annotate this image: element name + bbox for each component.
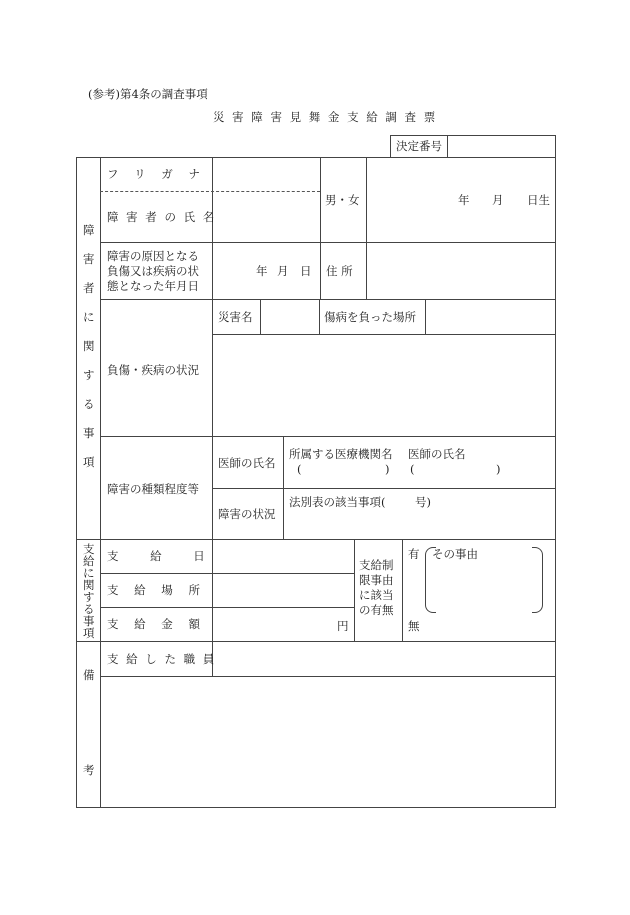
rule bbox=[76, 807, 556, 808]
birth-year-label: 年 bbox=[458, 193, 470, 207]
rule bbox=[319, 299, 320, 334]
rule bbox=[390, 135, 555, 136]
staff-input[interactable] bbox=[215, 644, 553, 674]
rule bbox=[366, 157, 367, 299]
name-input[interactable] bbox=[214, 194, 318, 240]
document-page: (参考)第4条の調査事項 災 害 障 害 見 舞 金 支 給 調 査 票 決定番号 障 害 者 に 関 す る 事 項 フ リ ガ ナ 障 害 者 の 氏 名 男・女 年 月 日生 障害の原因となる 負傷又は疾病の状 態となった年月日 年 月 日 住 所 災害名 傷病を負った場所 負傷・疾病の状況 障害の種類程度等 医師の氏名 所属する医療機関名 ( ) 医師の氏名 ( ) 障害の状況 法別表の該当事項( 号) 支 給 に 関 す る 事 項 支 給 日 支 給 場 所 支 給 金 額 円 支給制 限事由 に該当 の有無 有 その事由 無 備 考 支 給 し た 職 員 bbox=[0, 0, 630, 915]
cause-label-line3: 態となった年月日 bbox=[107, 279, 199, 293]
rule bbox=[76, 157, 556, 158]
rule bbox=[100, 242, 556, 243]
rule bbox=[100, 573, 354, 574]
form-title: 災 害 障 害 見 舞 金 支 給 調 査 票 bbox=[213, 110, 438, 124]
rule bbox=[260, 299, 261, 334]
furigana-label: フ リ ガ ナ bbox=[107, 167, 206, 181]
rule bbox=[100, 157, 101, 807]
rule bbox=[212, 334, 556, 335]
rule bbox=[447, 135, 448, 157]
restriction-label-line2: 限事由 bbox=[359, 573, 394, 587]
rule bbox=[402, 539, 403, 641]
remarks-input[interactable] bbox=[103, 679, 553, 804]
rule bbox=[354, 539, 355, 641]
reference-note: (参考)第4条の調査事項 bbox=[88, 87, 208, 101]
yen-label: 円 bbox=[337, 619, 349, 633]
staff-label: 支 給 し た 職 員 bbox=[107, 652, 217, 666]
disaster-name-label: 災害名 bbox=[218, 310, 253, 324]
payment-place-input[interactable] bbox=[215, 576, 352, 605]
rule bbox=[100, 299, 556, 300]
restriction-label-line4: の有無 bbox=[359, 603, 394, 617]
doctor-paren-open: ( bbox=[410, 462, 415, 476]
injury-status-input[interactable] bbox=[215, 337, 553, 433]
rule bbox=[76, 539, 556, 540]
cause-label-line1: 障害の原因となる bbox=[107, 249, 199, 263]
restriction-label-line3: に該当 bbox=[359, 588, 394, 602]
doctor-name-label: 医師の氏名 bbox=[218, 456, 276, 470]
address-input[interactable] bbox=[369, 245, 553, 297]
legal-table-suffix: 号) bbox=[415, 495, 431, 509]
disaster-name-input[interactable] bbox=[262, 302, 317, 332]
restriction-no-option[interactable]: 無 bbox=[408, 619, 420, 633]
institution-paren-open: ( bbox=[297, 462, 302, 476]
payment-amount-label: 支 給 金 額 bbox=[107, 617, 200, 631]
payment-place-label: 支 給 場 所 bbox=[107, 583, 200, 597]
rule bbox=[212, 539, 213, 641]
bracket-right bbox=[532, 547, 543, 613]
institution-paren-close: ) bbox=[385, 462, 390, 476]
dashed-rule bbox=[100, 191, 320, 192]
rule bbox=[390, 135, 391, 157]
rule bbox=[76, 641, 556, 642]
cause-day-label: 日 bbox=[300, 264, 312, 278]
name-label: 障 害 者 の 氏 名 bbox=[107, 210, 217, 224]
rule bbox=[100, 676, 556, 677]
rule bbox=[425, 299, 426, 334]
cause-month-label: 月 bbox=[277, 264, 289, 278]
decision-number-input[interactable] bbox=[450, 137, 554, 155]
injury-status-label: 負傷・疾病の状況 bbox=[107, 363, 199, 377]
legal-table-label: 法別表の該当事項( bbox=[289, 495, 386, 509]
doctor-paren-close: ) bbox=[496, 462, 501, 476]
remarks-side-bottom: 考 bbox=[83, 763, 95, 777]
address-label: 住 所 bbox=[326, 264, 353, 278]
rule bbox=[212, 488, 556, 489]
remarks-side-top: 備 bbox=[83, 668, 95, 682]
furigana-input[interactable] bbox=[214, 159, 318, 189]
payment-date-label: 支 給 日 bbox=[107, 549, 205, 563]
rule bbox=[283, 436, 284, 539]
restriction-yes-option[interactable]: 有 bbox=[408, 547, 420, 561]
decision-number-label: 決定番号 bbox=[396, 139, 442, 153]
rule bbox=[100, 436, 556, 437]
birth-month-label: 月 bbox=[492, 193, 504, 207]
rule bbox=[76, 157, 77, 808]
injury-place-input[interactable] bbox=[428, 302, 553, 332]
cause-label-line2: 負傷又は疾病の状 bbox=[107, 264, 199, 278]
payment-date-input[interactable] bbox=[215, 542, 352, 571]
rule bbox=[320, 157, 321, 299]
injury-place-label: 傷病を負った場所 bbox=[324, 310, 416, 324]
institution-label: 所属する医療機関名 bbox=[289, 447, 393, 461]
gender-select[interactable]: 男・女 bbox=[325, 193, 360, 207]
disability-status-label: 障害の状況 bbox=[218, 507, 276, 521]
restriction-label-line1: 支給制 bbox=[359, 558, 394, 572]
disability-type-label: 障害の種類程度等 bbox=[107, 482, 199, 496]
rule bbox=[100, 607, 354, 608]
birth-day-label: 日生 bbox=[527, 193, 550, 207]
doctor-name-label-2: 医師の氏名 bbox=[408, 447, 466, 461]
reason-label: その事由 bbox=[432, 547, 478, 561]
rule bbox=[555, 135, 556, 808]
cause-year-label: 年 bbox=[256, 264, 268, 278]
payment-amount-input[interactable] bbox=[215, 610, 335, 639]
